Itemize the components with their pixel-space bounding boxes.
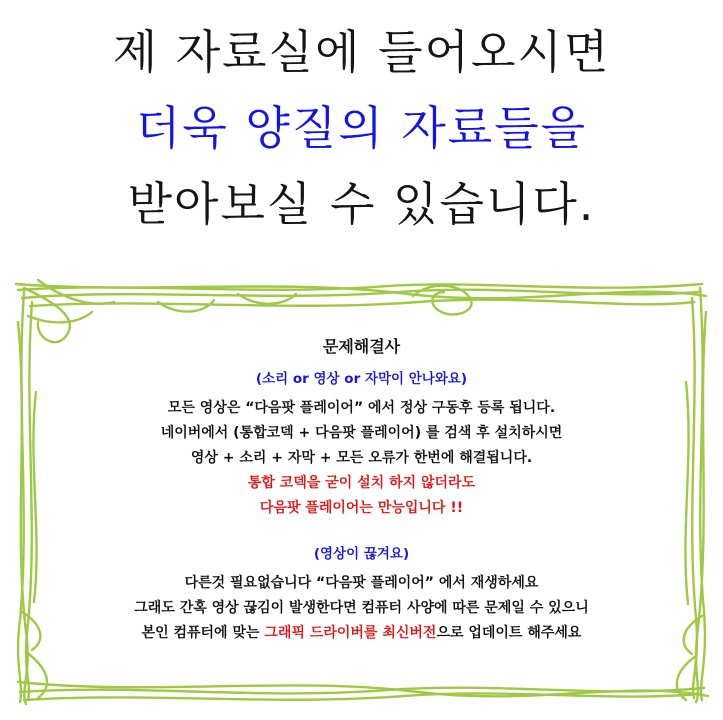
section1-red-line-2: 다음팟 플레이어는 만능입니다 !! (259, 500, 464, 516)
headline-block (0, 14, 723, 242)
headline-line-1: 제 자료실에 들어오시면 (112, 25, 611, 79)
section2-line-1: 다른것 필요없습니다 “다음팟 플레이어” 에서 재생하세요 (184, 575, 539, 591)
mixed-line-part1: 본인 컴퓨터에 맞는 (141, 625, 265, 641)
section2-subtitle: (영상이 끊겨요) (313, 546, 410, 562)
notice-panel (8, 272, 715, 708)
section-divider-space (8, 521, 715, 537)
section2-mixed-line (8, 621, 715, 646)
notice-text-block (8, 332, 715, 646)
section1-subtitle: (소리 or 영상 or 자막이 안나와요) (255, 371, 468, 387)
section1-red-line-1: 통합 코덱을 굳이 설치 하지 않더라도 (247, 475, 476, 491)
section1-line-1: 모든 영상은 “다음팟 플레이어” 에서 정상 구동후 등록 됩니다. (167, 400, 556, 416)
section1-line-2: 네이버에서 (통합코덱 + 다음팟 플레이어) 를 검색 후 설치하시면 (160, 425, 563, 441)
section1-line-3: 영상 + 소리 + 자막 + 모든 오류가 한번에 해결됩니다. (190, 450, 533, 466)
section2-line-2: 그래도 간혹 영상 끊김이 발생한다면 컴퓨터 사양에 따른 문제일 수 있으니 (134, 600, 589, 616)
mixed-line-highlight: 그래픽 드라이버를 최신버전 (264, 625, 437, 641)
headline-line-2: 더욱 양질의 자료들을 (135, 101, 588, 155)
mixed-line-part2: 으로 업데이트 해주세요 (436, 625, 582, 641)
notice-title: 문제해결사 (322, 337, 401, 356)
headline-line-3: 받아보실 수 있습니다. (127, 177, 596, 231)
